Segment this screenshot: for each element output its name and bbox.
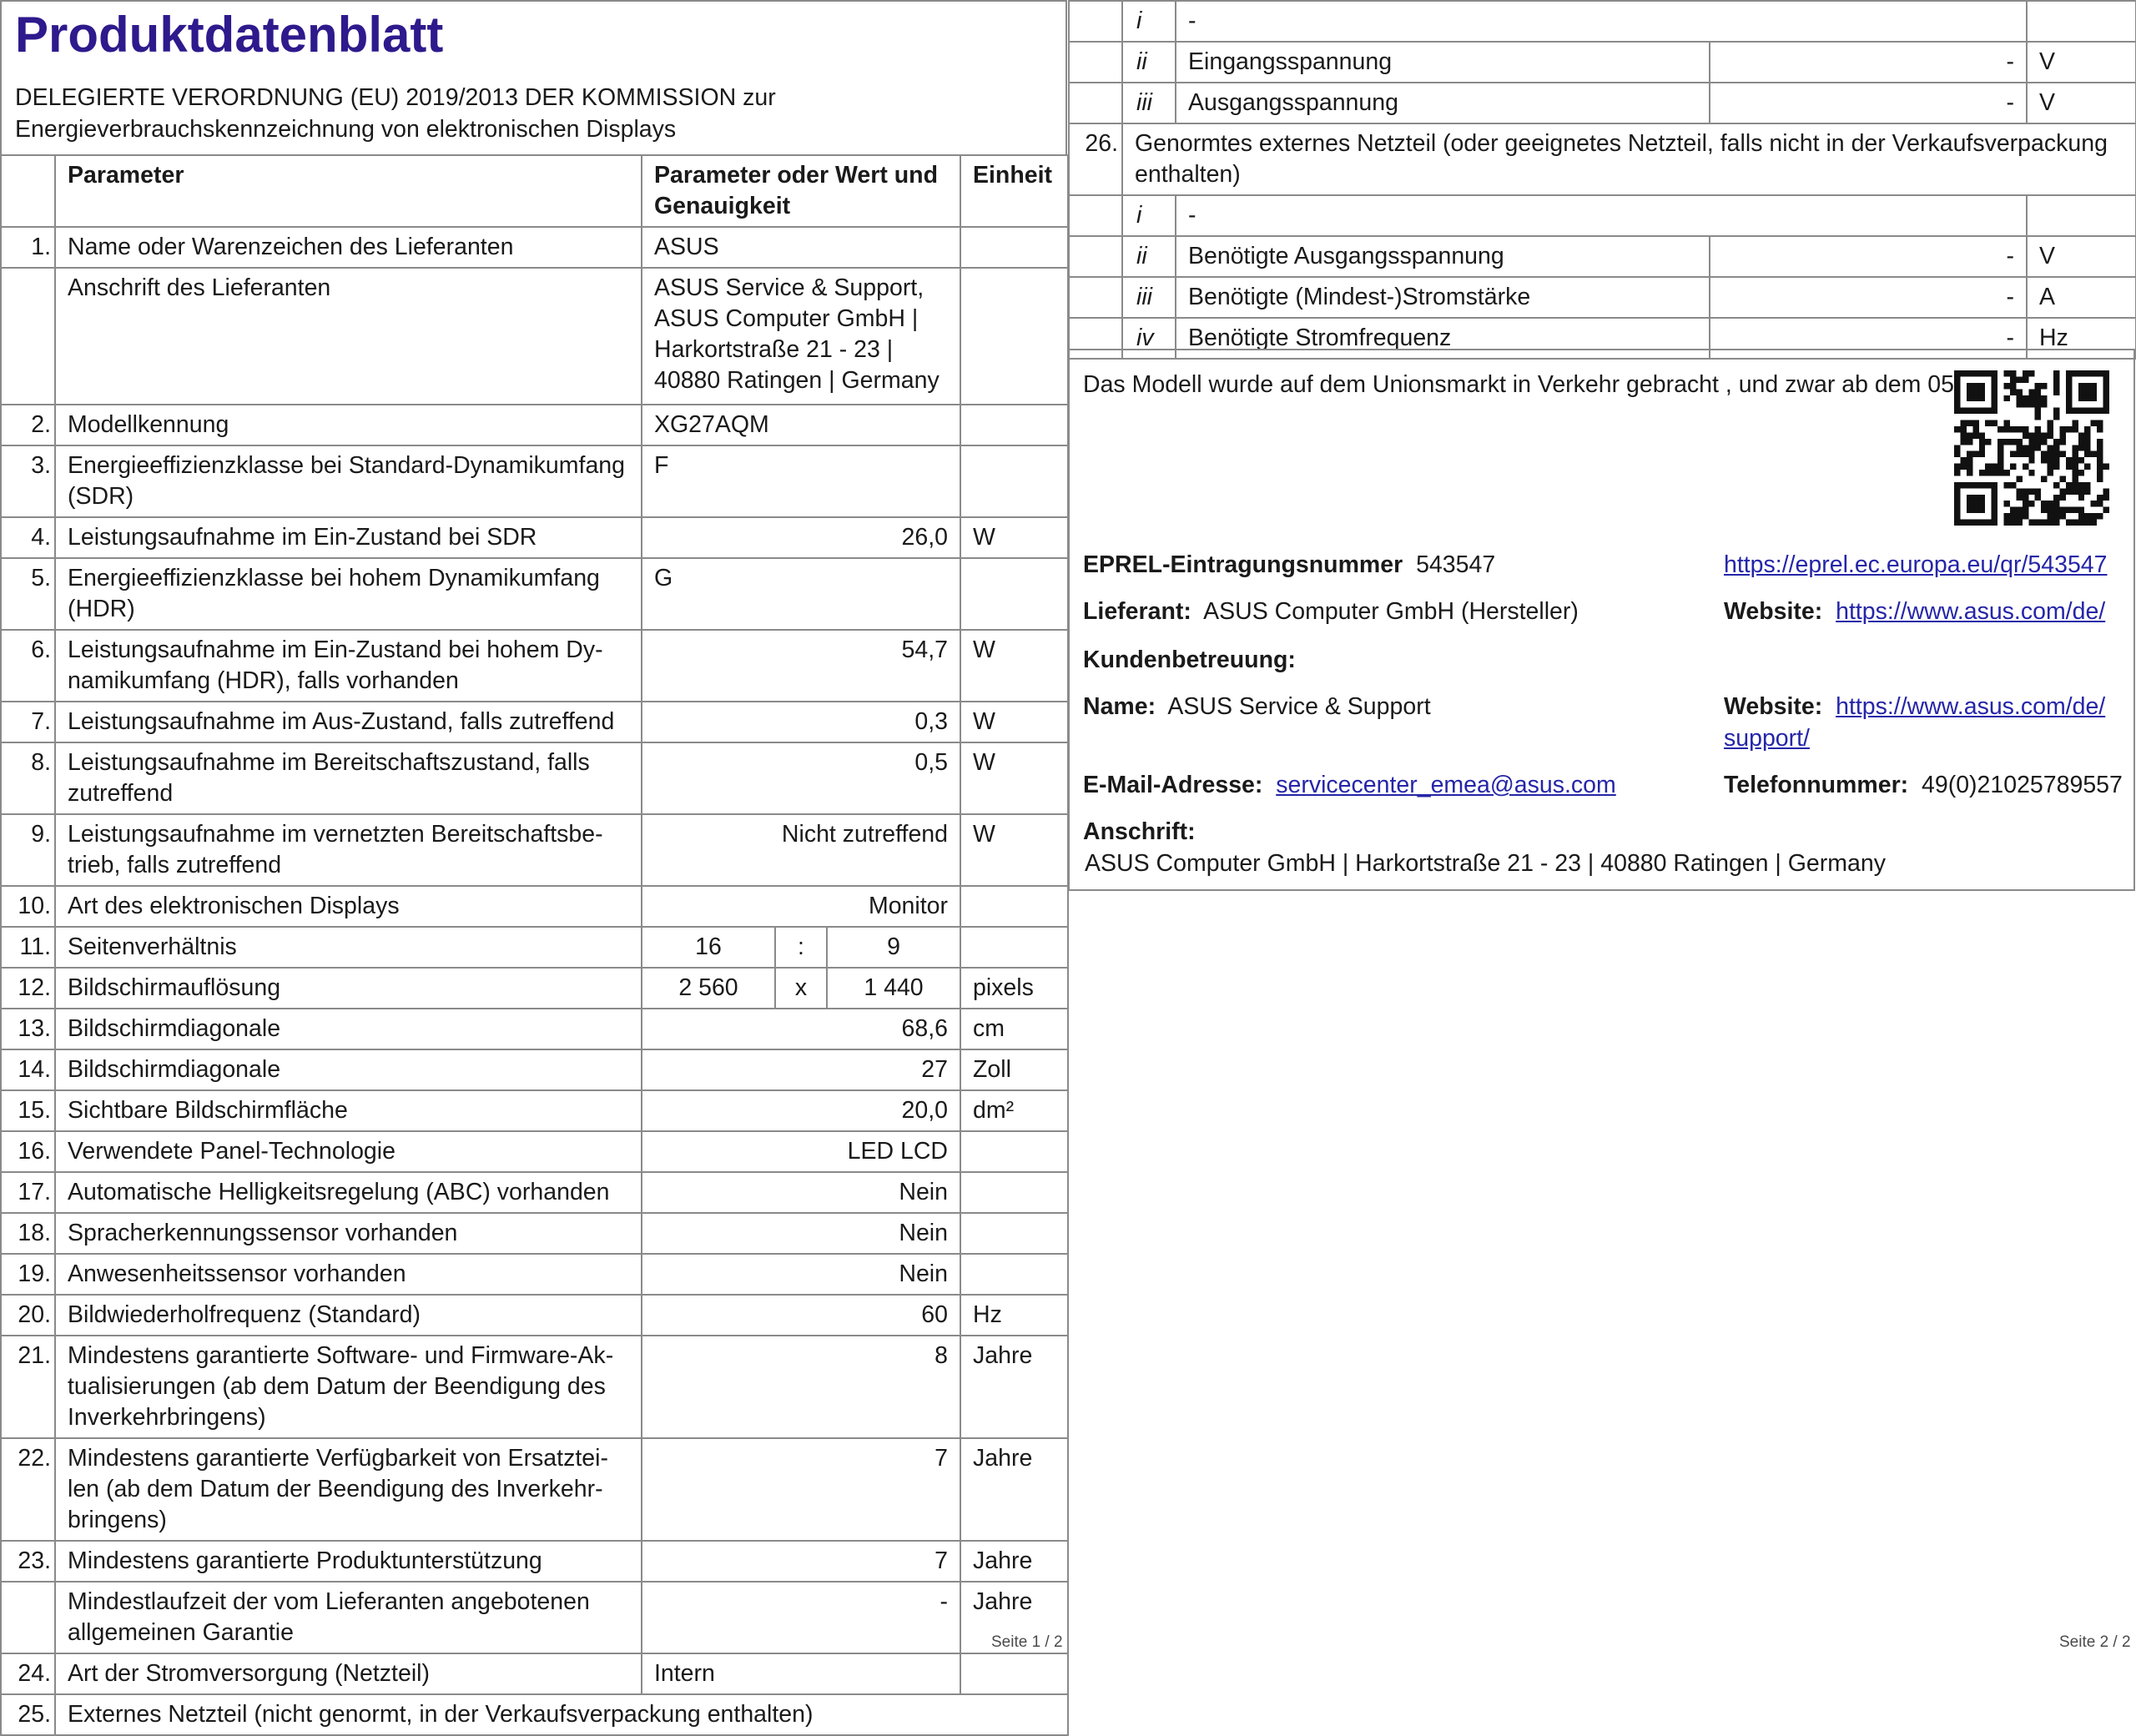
- row-value-separator: x: [775, 968, 827, 1009]
- table-row: [1, 227, 1068, 268]
- table-row: [1, 268, 1068, 405]
- row-value: XG27AQM: [642, 405, 960, 445]
- table-row: [1, 1336, 1068, 1438]
- supplier-value: ASUS Computer GmbH (Hersteller): [1203, 598, 1579, 625]
- row-value: ASUS: [642, 227, 960, 268]
- row-unit: W: [960, 630, 1068, 702]
- row-unit: [960, 558, 1068, 630]
- row-value: -: [642, 1582, 960, 1653]
- row-value: 54,7: [642, 630, 960, 702]
- row-number: 18.: [1, 1213, 55, 1254]
- row-parameter: Leistungsaufnahme im vernetzten Bereitschaftsbetrieb, falls zutreffend: [55, 814, 642, 886]
- row-value: Nein: [642, 1254, 960, 1295]
- row-value: Intern: [642, 1653, 960, 1694]
- eprel-link-wrap: [1724, 549, 2108, 581]
- row-parameter: Sichtbare Bildschirmfläche: [55, 1090, 642, 1131]
- table-row: [1, 517, 1068, 558]
- table-row: [1, 1254, 1068, 1295]
- row-unit: [960, 1131, 1068, 1172]
- row-unit: [960, 227, 1068, 268]
- row-unit: [960, 1213, 1068, 1254]
- support-website-row-2: [1724, 722, 1810, 754]
- page-2: [1068, 0, 2136, 360]
- row-number: 23.: [1, 1541, 55, 1582]
- row-value-separator: :: [775, 927, 827, 968]
- row-parameter: Anschrift des Lieferanten: [55, 268, 642, 405]
- row-number: 7.: [1, 702, 55, 742]
- header-unit: Einheit: [960, 155, 1068, 227]
- table-row: [1, 742, 1068, 814]
- row-value: F: [642, 445, 960, 517]
- row-value-a: 16: [642, 927, 775, 968]
- email-link[interactable]: servicecenter_emea@asus.com: [1276, 772, 1616, 798]
- row-label: Ausgangsspannung: [1176, 83, 1710, 123]
- customer-support-heading: Kundenbetreuung:: [1083, 647, 1296, 673]
- row-unit: [960, 927, 1068, 968]
- row-value: LED LCD: [642, 1131, 960, 1172]
- row-roman: i: [1122, 195, 1176, 236]
- table-row: [1, 1213, 1068, 1254]
- row-number: [1069, 236, 1122, 277]
- row-unit: Zoll: [960, 1049, 1068, 1090]
- row-parameter: Seitenverhältnis: [55, 927, 642, 968]
- row-value: 27: [642, 1049, 960, 1090]
- table-body: [1, 227, 1068, 1735]
- row-parameter: Bildschirmauflösung: [55, 968, 642, 1009]
- row-unit: [960, 886, 1068, 927]
- row-unit: W: [960, 517, 1068, 558]
- table-row: [1069, 195, 2136, 236]
- row-parameter: Mindestens garantierte Software- und Firmware-Aktualisierungen (ab dem Datum der Beendigung des Inverkehrbringens): [55, 1336, 642, 1438]
- row-number: 16.: [1, 1131, 55, 1172]
- row-unit: W: [960, 742, 1068, 814]
- row-unit: [960, 1172, 1068, 1213]
- row-number: 11.: [1, 927, 55, 968]
- table-row: [1, 1295, 1068, 1336]
- header-value: Parameter oder Wert und Genauigkeit: [642, 155, 960, 227]
- table-row: [1, 927, 1068, 968]
- subtitle-line-1: DELEGIERTE VERORDNUNG (EU) 2019/2013 DER KOMMISSION zur: [15, 84, 776, 111]
- row-number: 8.: [1, 742, 55, 814]
- row-unit: V: [2027, 236, 2136, 277]
- support-website-link-1[interactable]: https://www.asus.com/de/: [1836, 693, 2106, 720]
- document-header: [0, 0, 1067, 154]
- row-value-a: 2 560: [642, 968, 775, 1009]
- eprel-label: EPREL-Eintragungsnummer: [1083, 551, 1403, 578]
- row-unit: Jahre: [960, 1438, 1068, 1541]
- row-parameter: Art des elektronischen Displays: [55, 886, 642, 927]
- row-unit: Jahre: [960, 1541, 1068, 1582]
- row-parameter: Bildschirmdiagonale: [55, 1049, 642, 1090]
- row-value: 0,5: [642, 742, 960, 814]
- table-row: [1, 1541, 1068, 1582]
- row-number: [1069, 42, 1122, 83]
- row-value: 26,0: [642, 517, 960, 558]
- row-unit: [960, 405, 1068, 445]
- row-parameter: Leistungsaufnahme im Aus-Zustand, falls zutreffend: [55, 702, 642, 742]
- row-number: 14.: [1, 1049, 55, 1090]
- row-unit: [2027, 195, 2136, 236]
- website-label: Website:: [1724, 598, 1823, 625]
- row-unit: pixels: [960, 968, 1068, 1009]
- row-parameter: Anwesenheitssensor vorhanden: [55, 1254, 642, 1295]
- table-row: [1069, 236, 2136, 277]
- row-unit: [960, 268, 1068, 405]
- qr-code-modules: [1954, 370, 2109, 526]
- row-unit: [960, 1254, 1068, 1295]
- row-value: 7: [642, 1541, 960, 1582]
- document-title: Produktdatenblatt: [15, 7, 444, 63]
- header-number: [1, 155, 55, 227]
- row-number: 20.: [1, 1295, 55, 1336]
- table-row: [1, 1172, 1068, 1213]
- table-row: [1069, 277, 2136, 318]
- page-number-2: Seite 2 / 2: [2059, 1633, 2131, 1651]
- eprel-row: [1083, 549, 1495, 581]
- row-number: [1, 1582, 55, 1653]
- support-name-row: [1083, 691, 1431, 722]
- row-unit: [960, 1653, 1068, 1694]
- row-number: 22.: [1, 1438, 55, 1541]
- eprel-number: 543547: [1416, 551, 1496, 578]
- table-row: [1, 814, 1068, 886]
- row-value: ASUS Service & Support, ASUS Computer GmbH | Harkortstraße 21 - 23 | 40880 Ratingen | Germany: [642, 268, 960, 405]
- row-value: Monitor: [642, 886, 960, 927]
- row-label: Eingangsspannung: [1176, 42, 1710, 83]
- table-row: [1, 1653, 1068, 1694]
- table-row: [1, 1694, 1068, 1735]
- address-label: Anschrift:: [1083, 818, 1196, 845]
- row-parameter: Energieeffizienzklasse bei Standard-Dynamikumfang (SDR): [55, 445, 642, 517]
- row-value-b: 1 440: [827, 968, 960, 1009]
- row-number: 13.: [1, 1009, 55, 1049]
- table-row: [1069, 42, 2136, 83]
- row-number: 25.: [1, 1694, 55, 1735]
- row-value: G: [642, 558, 960, 630]
- row-unit: dm²: [960, 1090, 1068, 1131]
- phone-label: Telefonnummer:: [1724, 772, 1909, 798]
- row-number: 17.: [1, 1172, 55, 1213]
- row-number: 1.: [1, 227, 55, 268]
- table-row: [1, 968, 1068, 1009]
- supplier-row: [1083, 596, 1579, 627]
- table-row: [1, 445, 1068, 517]
- row-number: 5.: [1, 558, 55, 630]
- row-parameter: Spracherkennungssensor vorhanden: [55, 1213, 642, 1254]
- product-data-table: [0, 154, 1069, 1736]
- phone-row: [1724, 769, 2123, 801]
- qr-code-icon[interactable]: [1954, 370, 2109, 526]
- row-parameter: Mindestens garantierte Produktunterstützung: [55, 1541, 642, 1582]
- table-row: [1, 702, 1068, 742]
- row-parameter: Mindestens garantierte Verfügbarkeit von Ersatzteilen (ab dem Datum der Beendigung des Inverkehrbringens): [55, 1438, 642, 1541]
- row-value: Nicht zutreffend: [642, 814, 960, 886]
- table-row: [1, 1582, 1068, 1653]
- row-unit: Jahre: [960, 1336, 1068, 1438]
- row-value: -: [1710, 277, 2027, 318]
- row-unit: V: [2027, 42, 2136, 83]
- row-number: [1069, 277, 1122, 318]
- table-row: [1069, 83, 2136, 123]
- row-number: 9.: [1, 814, 55, 886]
- row-unit: W: [960, 814, 1068, 886]
- row-number: [1069, 1, 1122, 42]
- table-row: [1069, 1, 2136, 42]
- table-row: [1, 558, 1068, 630]
- row-number: 15.: [1, 1090, 55, 1131]
- website-row: [1724, 596, 2105, 627]
- row-value: -: [1710, 83, 2027, 123]
- table-row: [1, 1090, 1068, 1131]
- power-supply-table: [1068, 0, 2136, 360]
- supplier-label: Lieferant:: [1083, 598, 1191, 625]
- support-name: ASUS Service & Support: [1167, 693, 1431, 720]
- row-number: 19.: [1, 1254, 55, 1295]
- row-unit: V: [2027, 83, 2136, 123]
- row-value: -: [1710, 236, 2027, 277]
- row-roman: i: [1122, 1, 1176, 42]
- email-row: [1083, 769, 1616, 801]
- row-value: 7: [642, 1438, 960, 1541]
- row-parameter: Automatische Helligkeitsregelung (ABC) vorhanden: [55, 1172, 642, 1213]
- regulation-subtitle: [15, 82, 1052, 145]
- row-parameter: Energieeffizienzklasse bei hohem Dynamikumfang (HDR): [55, 558, 642, 630]
- row-roman: iii: [1122, 83, 1176, 123]
- row-label: -: [1176, 1, 2027, 42]
- table-row: [1, 886, 1068, 927]
- row-value: Nein: [642, 1172, 960, 1213]
- row-parameter: Art der Stromversorgung (Netzteil): [55, 1653, 642, 1694]
- email-label: E-Mail-Adresse:: [1083, 772, 1263, 798]
- table-row: [1, 1131, 1068, 1172]
- row-unit: [2027, 1, 2136, 42]
- row-value: Nein: [642, 1213, 960, 1254]
- power-supply-body: [1069, 1, 2136, 359]
- header-parameter: Parameter: [55, 155, 642, 227]
- row-number: 26.: [1069, 123, 1122, 195]
- table-header-row: [1, 155, 1068, 227]
- row-external-psu: Externes Netzteil (nicht genormt, in der Verkaufsverpackung enthalten): [55, 1694, 1068, 1735]
- row-unit: [960, 445, 1068, 517]
- eprel-link[interactable]: https://eprel.ec.europa.eu/qr/543547: [1724, 551, 2108, 578]
- row-roman: iv: [1122, 318, 1176, 359]
- row-value-b: 9: [827, 927, 960, 968]
- row-parameter: Leistungsaufnahme im Ein-Zustand bei SDR: [55, 517, 642, 558]
- row-parameter: Verwendete Panel-Technologie: [55, 1131, 642, 1172]
- row-parameter: Mindestlaufzeit der vom Lieferanten angebotenen allgemeinen Garantie: [55, 1582, 642, 1653]
- support-website-label: Website:: [1724, 693, 1823, 720]
- row-number: 10.: [1, 886, 55, 927]
- row-label: -: [1176, 195, 2027, 236]
- table-row: [1, 405, 1068, 445]
- support-website-link-2[interactable]: support/: [1724, 725, 1810, 752]
- row-parameter: Leistungsaufnahme im Bereitschaftszustand, falls zutreffend: [55, 742, 642, 814]
- row-unit: A: [2027, 277, 2136, 318]
- row-value: 0,3: [642, 702, 960, 742]
- row-value: 60: [642, 1295, 960, 1336]
- subtitle-line-2: Energieverbrauchskennzeichnung von elektronischen Displays: [15, 116, 677, 143]
- row-number: 21.: [1, 1336, 55, 1438]
- name-label: Name:: [1083, 693, 1156, 720]
- row-number: 24.: [1, 1653, 55, 1694]
- row-unit: Hz: [2027, 318, 2136, 359]
- market-placement-text: Das Modell wurde auf dem Unionsmarkt in Verkehr gebracht , und zwar ab dem 05: [1083, 371, 1954, 398]
- row-label: Benötigte Ausgangsspannung: [1176, 236, 1710, 277]
- row-value: 20,0: [642, 1090, 960, 1131]
- table-row: [1, 630, 1068, 702]
- row-roman: ii: [1122, 42, 1176, 83]
- page-1: [0, 0, 1067, 1736]
- row-number: 2.: [1, 405, 55, 445]
- support-website-row: [1724, 691, 2105, 722]
- row-value: -: [1710, 318, 2027, 359]
- row-number: 12.: [1, 968, 55, 1009]
- row-value: 8: [642, 1336, 960, 1438]
- row-unit: Hz: [960, 1295, 1068, 1336]
- row-number: [1, 268, 55, 405]
- phone-value: 49(0)21025789557: [1922, 772, 2123, 798]
- row-standard-psu: Genormtes externes Netzteil (oder geeignetes Netzteil, falls nicht in der Verkaufsverpackung enthalten): [1122, 123, 2136, 195]
- website-link[interactable]: https://www.asus.com/de/: [1836, 598, 2106, 625]
- row-parameter: Bildwiederholfrequenz (Standard): [55, 1295, 642, 1336]
- row-parameter: Bildschirmdiagonale: [55, 1009, 642, 1049]
- row-label: Benötigte (Mindest-)Stromstärke: [1176, 277, 1710, 318]
- row-parameter: Modellkennung: [55, 405, 642, 445]
- table-row: [1, 1049, 1068, 1090]
- row-parameter: Name oder Warenzeichen des Lieferanten: [55, 227, 642, 268]
- row-roman: iii: [1122, 277, 1176, 318]
- row-number: 4.: [1, 517, 55, 558]
- row-number: [1069, 83, 1122, 123]
- table-row: [1, 1438, 1068, 1541]
- row-unit: cm: [960, 1009, 1068, 1049]
- page-number-1: Seite 1 / 2: [991, 1633, 1063, 1651]
- row-label: Benötigte Stromfrequenz: [1176, 318, 1710, 359]
- table-row: [1, 1009, 1068, 1049]
- row-value: 68,6: [642, 1009, 960, 1049]
- row-value: -: [1710, 42, 2027, 83]
- row-number: [1069, 195, 1122, 236]
- row-unit: W: [960, 702, 1068, 742]
- row-unit: Jahre: [960, 1582, 1068, 1653]
- row-roman: ii: [1122, 236, 1176, 277]
- row-number: 6.: [1, 630, 55, 702]
- row-parameter: Leistungsaufnahme im Ein-Zustand bei hohem Dynamikumfang (HDR), falls vorhanden: [55, 630, 642, 702]
- row-number: 3.: [1, 445, 55, 517]
- table-row: [1069, 123, 2136, 195]
- address-value: ASUS Computer GmbH | Harkortstraße 21 - 23 | 40880 Ratingen | Germany: [1085, 850, 1886, 877]
